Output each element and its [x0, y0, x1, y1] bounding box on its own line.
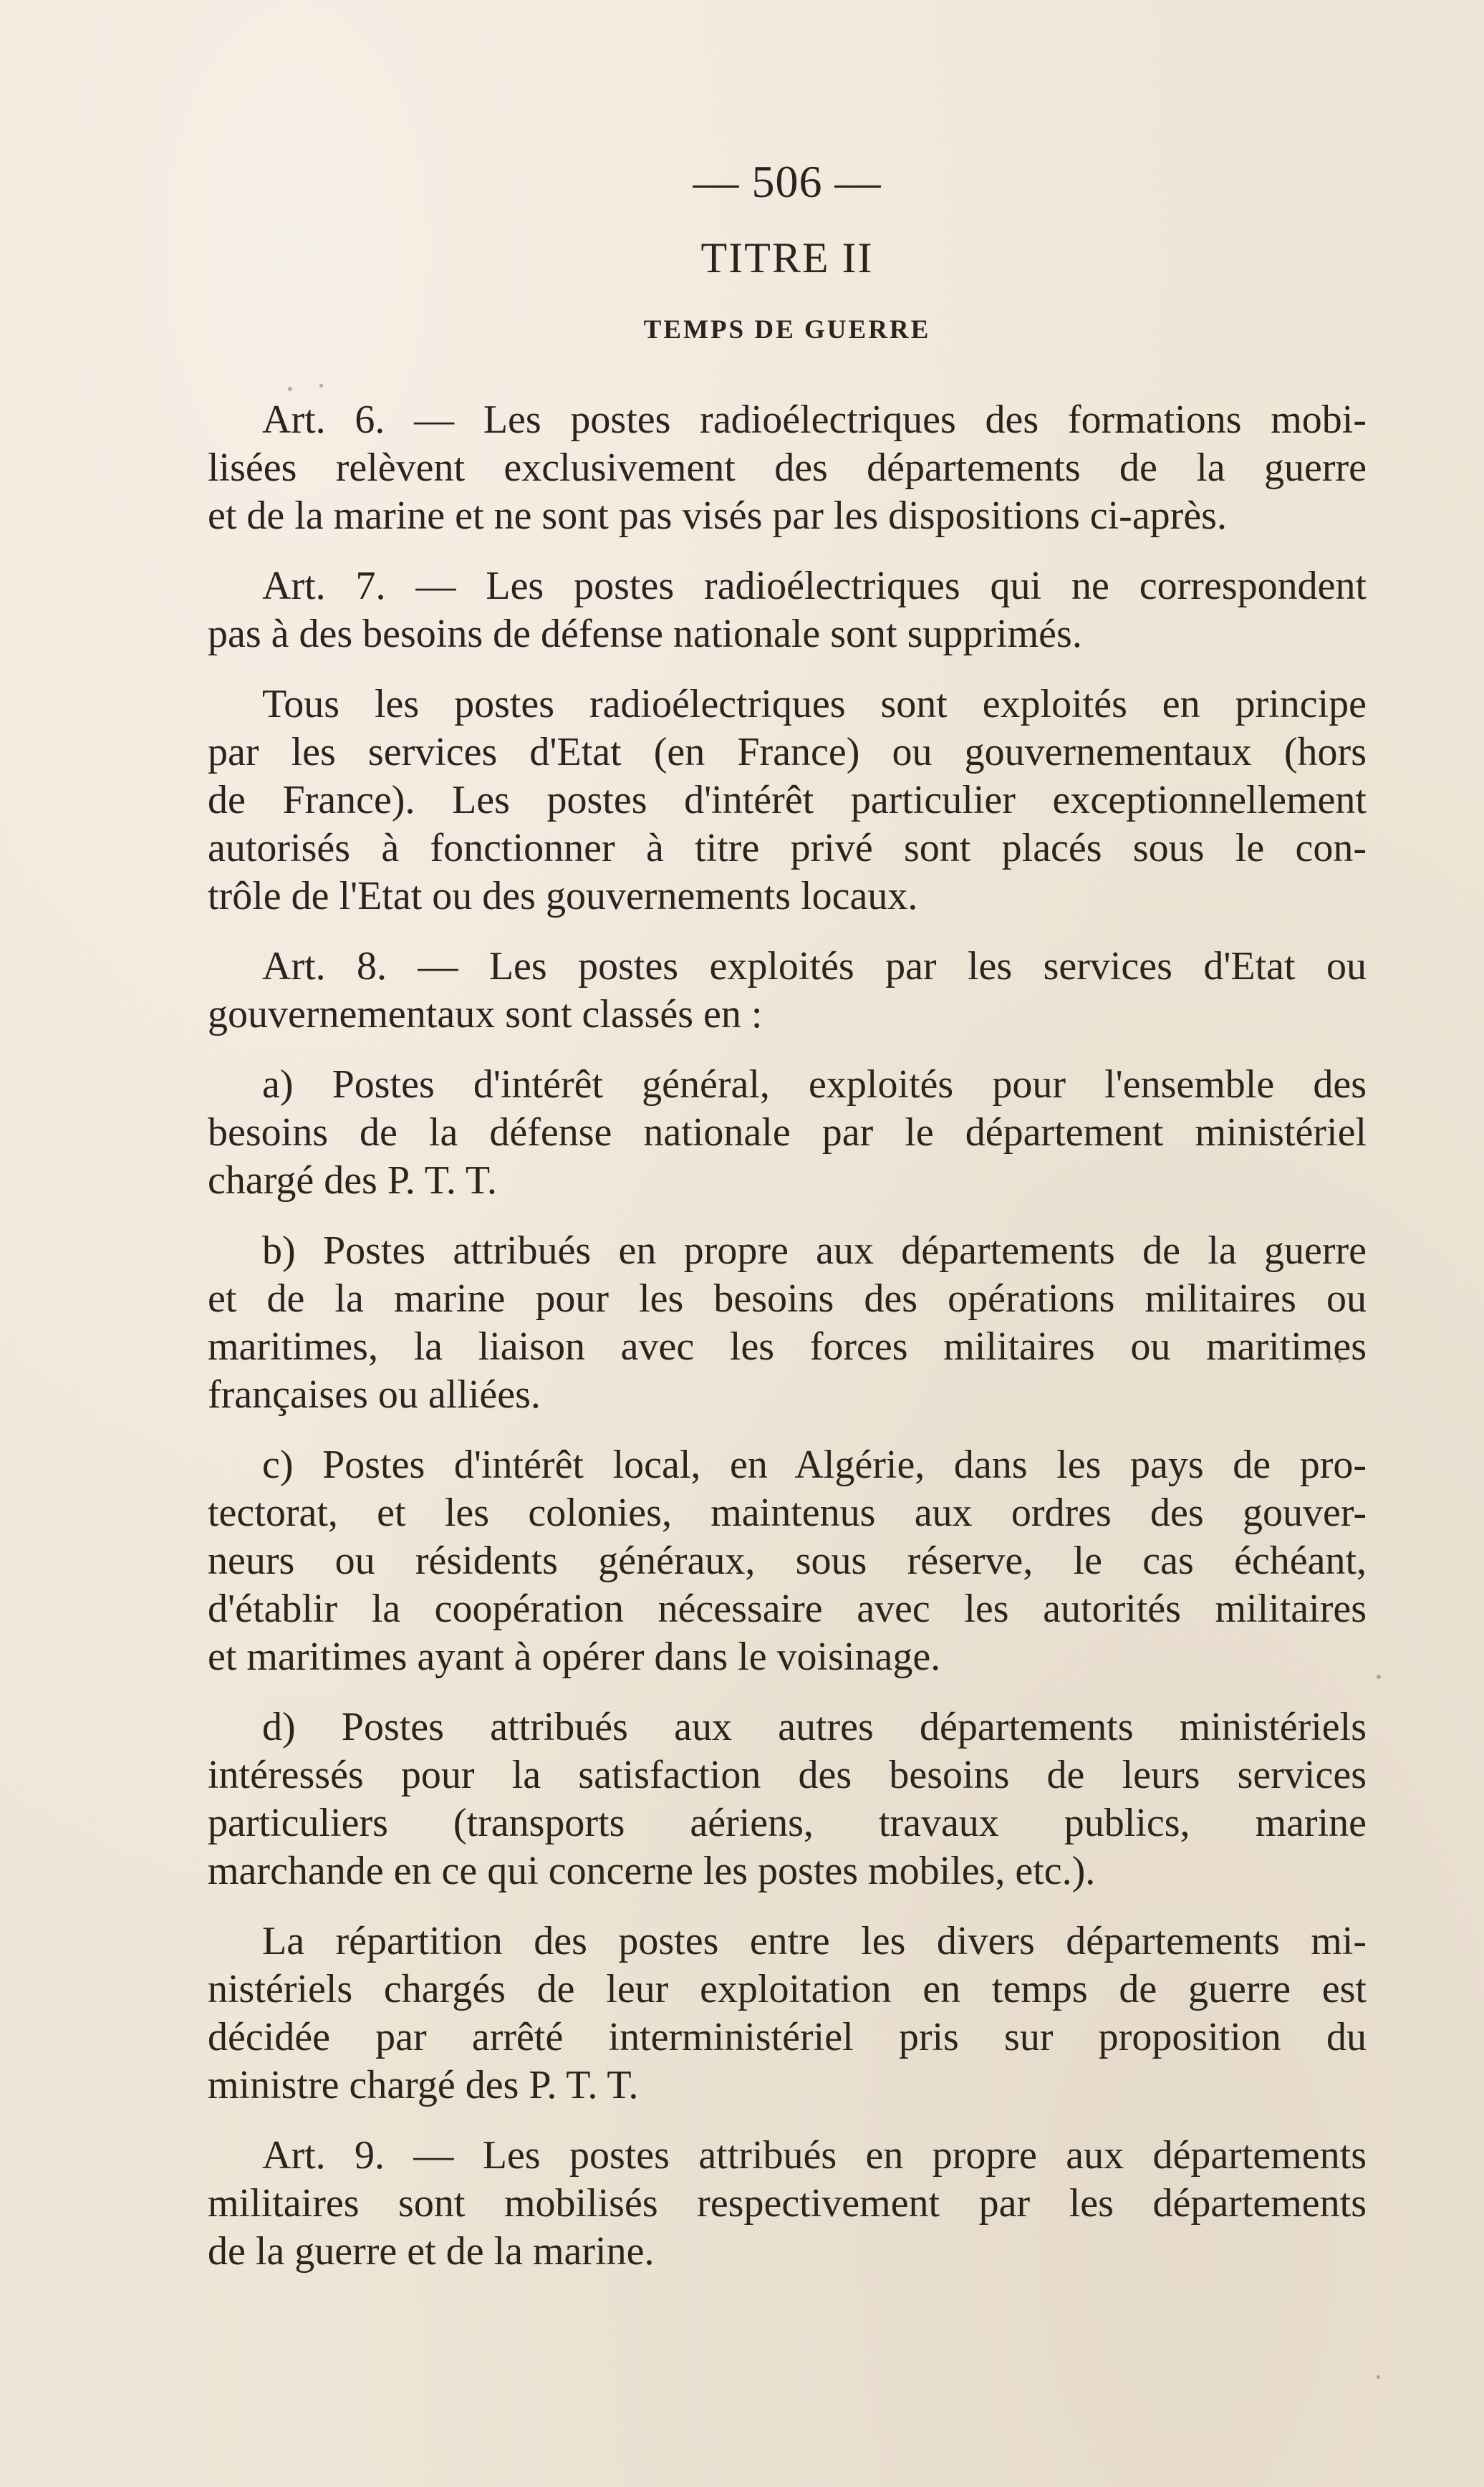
section-title: TITRE II — [700, 234, 874, 282]
text-line: militaires sont mobilisés respectivement par les départements — [208, 2181, 1367, 2226]
paragraph-item-a — [208, 1061, 1367, 1205]
text-line: et maritimes ayant à opérer dans le voisinage. — [208, 1635, 941, 1679]
text-line: d'établir la coopération nécessaire avec les autorités militaires — [208, 1587, 1367, 1631]
text-line: Art. 6. — Les postes radioélectriques des formations mobi- — [262, 398, 1367, 442]
text-line: Art. 9. — Les postes attribués en propre aux départements — [262, 2133, 1367, 2178]
text-line: neurs ou résidents généraux, sous réserve, le cas échéant, — [208, 1539, 1367, 1583]
text-line: chargé des P. T. T. — [208, 1158, 497, 1203]
text-line: de la guerre et de la marine. — [208, 2229, 655, 2274]
text-line: Art. 7. — Les postes radioélectriques qui ne correspondent — [262, 564, 1367, 608]
section-subtitle: TEMPS DE GUERRE — [643, 315, 931, 345]
text-line: par les services d'Etat (en France) ou gouvernementaux (hors — [208, 730, 1367, 774]
page-content — [208, 156, 1367, 2298]
text-line: françaises ou alliées. — [208, 1372, 541, 1417]
text-line: maritimes, la liaison avec les forces militaires ou maritimes — [208, 1324, 1367, 1369]
text-line: Tous les postes radioélectriques sont exploités en principe — [262, 682, 1367, 726]
text-line: La répartition des postes entre les divers départements mi- — [262, 1919, 1367, 1963]
paragraph-art-8 — [208, 943, 1367, 1039]
text-line: a) Postes d'intérêt général, exploités pour l'ensemble des — [262, 1062, 1367, 1107]
text-line: gouvernementaux sont classés en : — [208, 992, 763, 1036]
document-body — [208, 396, 1367, 2276]
text-line: d) Postes attribués aux autres départements ministériels — [262, 1705, 1367, 1749]
text-line: particuliers (transports aériens, travaux publics, marine — [208, 1801, 1367, 1845]
text-line: b) Postes attribués en propre aux départements de la guerre — [262, 1228, 1367, 1273]
text-line: autorisés à fonctionner à titre privé sont placés sous le con- — [208, 826, 1367, 870]
paragraph-art-6 — [208, 396, 1367, 540]
text-line: de France). Les postes d'intérêt particulier exceptionnellement — [208, 778, 1367, 822]
paper-speck — [1377, 2375, 1380, 2379]
paragraph-art-9 — [208, 2132, 1367, 2276]
text-line: nistériels chargés de leur exploitation en temps de guerre est — [208, 1967, 1367, 2011]
paragraph-repartition — [208, 1918, 1367, 2110]
text-line: c) Postes d'intérêt local, en Algérie, dans les pays de pro- — [262, 1443, 1367, 1487]
text-line: intéressés pour la satisfaction des besoins de leurs services — [208, 1753, 1367, 1797]
text-line: et de la marine pour les besoins des opérations militaires ou — [208, 1276, 1367, 1321]
text-line: marchande en ce qui concerne les postes mobiles, etc.). — [208, 1849, 1096, 1893]
text-line: trôle de l'Etat ou des gouvernements locaux. — [208, 874, 918, 918]
text-line: décidée par arrêté interministériel pris sur proposition du — [208, 2015, 1367, 2059]
paragraph-item-b — [208, 1227, 1367, 1419]
page-number: — 506 — — [693, 156, 882, 207]
text-line: tectorat, et les colonies, maintenus aux ordres des gouver- — [208, 1491, 1367, 1535]
paragraph-item-d — [208, 1703, 1367, 1895]
paper-speck — [1377, 1675, 1381, 1679]
paragraph-art-7-continued — [208, 680, 1367, 920]
text-line: pas à des besoins de défense nationale sont supprimés. — [208, 612, 1082, 656]
text-line: ministre chargé des P. T. T. — [208, 2063, 639, 2107]
paragraph-art-7 — [208, 562, 1367, 658]
text-line: et de la marine et ne sont pas visés par les dispositions ci-après. — [208, 494, 1227, 538]
text-line: besoins de la défense nationale par le département ministériel — [208, 1110, 1367, 1155]
paragraph-item-c — [208, 1441, 1367, 1681]
text-line: lisées relèvent exclusivement des départements de la guerre — [208, 446, 1367, 490]
text-line: Art. 8. — Les postes exploités par les services d'Etat ou — [262, 944, 1367, 988]
